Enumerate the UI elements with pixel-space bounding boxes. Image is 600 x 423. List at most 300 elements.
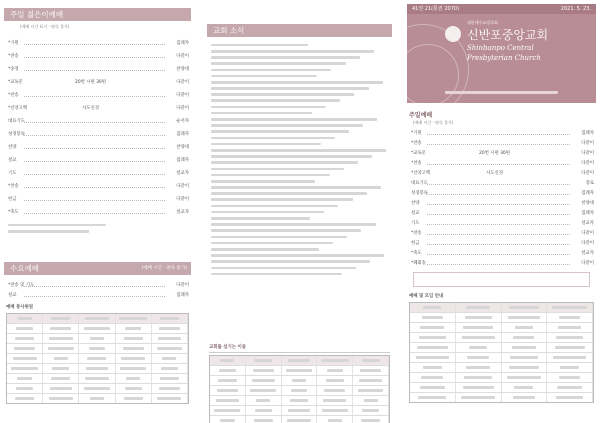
table-cell <box>152 374 188 383</box>
table-cell <box>456 343 502 352</box>
table-row <box>410 373 593 383</box>
order-row <box>411 160 594 167</box>
leader-dots <box>427 134 570 135</box>
church-name-english-2: Presbyterian Church <box>467 54 541 62</box>
table-cell <box>456 393 502 402</box>
table-cell <box>116 314 152 323</box>
table-cell <box>502 373 548 382</box>
table-row <box>210 366 389 376</box>
order-leader: 집례자 <box>176 41 189 46</box>
table-cell <box>79 344 115 353</box>
leader-dots <box>427 144 570 145</box>
order-row <box>8 144 189 151</box>
table-cell <box>502 323 548 332</box>
order-leader: 집례자 <box>176 158 189 163</box>
order-leader: 설교자 <box>176 210 189 215</box>
order-row <box>411 180 594 187</box>
table-cell <box>210 396 246 405</box>
order-leader: 다같이 <box>581 231 594 236</box>
order-row <box>8 40 189 47</box>
order-leader: 집례자 <box>176 293 189 298</box>
order-row <box>8 292 189 299</box>
table-cell <box>210 406 246 415</box>
leader-dots <box>24 96 165 97</box>
order-row <box>8 131 189 138</box>
table-cell <box>456 313 502 322</box>
table-cell <box>43 314 79 323</box>
table-cell <box>502 303 548 312</box>
table-row <box>410 343 593 353</box>
table-row <box>7 394 188 403</box>
order-leader: 장로 <box>585 181 594 186</box>
table-row <box>410 363 593 373</box>
table-row <box>7 354 188 364</box>
issue-date: 2021. 5. 23. <box>560 6 591 12</box>
order-label: 대표기도 <box>8 119 25 124</box>
table-row <box>410 323 593 333</box>
table-row <box>410 333 593 343</box>
leader-dots <box>427 224 570 225</box>
table-cell <box>7 344 43 353</box>
table-cell <box>210 376 246 385</box>
table-cell <box>502 313 548 322</box>
table-cell <box>547 333 593 342</box>
table-cell <box>79 364 115 373</box>
table-cell <box>410 343 456 352</box>
order-row <box>8 196 189 203</box>
order-label: *찬송 <box>8 184 19 189</box>
order-label: *축도 <box>8 210 19 215</box>
order-leader: 다같이 <box>581 241 594 246</box>
church-news-header <box>207 24 392 37</box>
table-cell <box>210 366 246 375</box>
sunday-worship-title: 주일예배 <box>409 112 433 119</box>
table-cell <box>79 384 115 393</box>
table-cell <box>282 416 318 423</box>
denomination-name: 대한예수교장로회 <box>467 20 498 25</box>
table-cell <box>7 334 43 343</box>
order-row <box>411 260 594 267</box>
wednesday-title: 수요예배 <box>10 264 39 273</box>
leader-dots <box>427 254 570 255</box>
order-row <box>8 183 189 190</box>
table-cell <box>152 344 188 353</box>
table-row <box>7 384 188 394</box>
order-label: 설교 <box>411 211 420 216</box>
table-row <box>210 376 389 386</box>
order-label: *신앙고백 <box>8 106 28 111</box>
leader-dots <box>427 194 570 195</box>
order-label: 헌금 <box>411 241 420 246</box>
table-cell <box>456 363 502 372</box>
table-cell <box>7 384 43 393</box>
table-cell <box>547 343 593 352</box>
order-label: 기도 <box>411 221 420 226</box>
order-row <box>8 66 189 73</box>
table-cell <box>116 364 152 373</box>
order-row <box>411 240 594 247</box>
order-leader: 찬양대 <box>581 201 594 206</box>
order-row <box>8 92 189 99</box>
table-cell <box>410 383 456 392</box>
cover-banner-top <box>407 4 596 14</box>
table-cell <box>456 303 502 312</box>
order-leader: 집례자 <box>581 191 594 196</box>
table-cell <box>410 353 456 362</box>
leader-dots <box>24 187 165 188</box>
table-cell <box>502 383 548 392</box>
leader-dots <box>427 184 570 185</box>
table-row <box>7 364 188 374</box>
footnote-line <box>8 228 187 234</box>
table-cell <box>152 324 188 333</box>
table-cell <box>152 314 188 323</box>
table-cell <box>410 313 456 322</box>
table-cell <box>353 366 389 375</box>
order-leader: 다같이 <box>176 184 189 189</box>
schedule-table <box>409 302 594 403</box>
table-cell <box>246 406 282 415</box>
table-cell <box>116 374 152 383</box>
order-leader: 설교자 <box>581 221 594 226</box>
table-row <box>410 313 593 323</box>
youth-worship-header <box>4 8 191 21</box>
youth-worship-footnote <box>8 222 187 234</box>
order-row <box>411 140 594 147</box>
table-cell <box>282 396 318 405</box>
table-row <box>7 324 188 334</box>
table-cell <box>246 376 282 385</box>
table-cell <box>116 324 152 333</box>
order-label: 헌금 <box>8 197 17 202</box>
order-label: *찬송 <box>411 141 422 146</box>
table-cell <box>547 393 593 402</box>
order-label: 성경봉독 <box>8 132 25 137</box>
order-leader: 다같이 <box>581 141 594 146</box>
table-cell <box>410 393 456 402</box>
table-row <box>210 356 389 366</box>
wednesday-header <box>4 262 191 275</box>
table-cell <box>410 303 456 312</box>
order-row <box>411 210 594 217</box>
leader-dots <box>24 174 165 175</box>
table-cell <box>79 334 115 343</box>
table-row <box>7 344 188 354</box>
order-row <box>411 250 594 257</box>
table-cell <box>317 406 353 415</box>
table-cell <box>79 324 115 333</box>
order-row <box>8 209 189 216</box>
table-row <box>410 303 593 313</box>
order-label: 찬양 <box>8 145 17 150</box>
order-detail: 20번 시편 30편 <box>479 151 510 156</box>
order-row <box>411 150 594 157</box>
order-detail: 사도신경 <box>486 171 503 176</box>
sunday-quote <box>413 272 590 287</box>
table-cell <box>317 356 353 365</box>
table-cell <box>210 386 246 395</box>
table-cell <box>210 356 246 365</box>
order-label: *폐회송 <box>411 261 426 266</box>
table-cell <box>116 394 152 403</box>
order-row <box>8 282 189 289</box>
leader-dots <box>24 70 165 71</box>
cover-banner <box>407 4 596 103</box>
order-leader: 집례자 <box>176 132 189 137</box>
table-cell <box>7 394 43 403</box>
table-cell <box>547 353 593 362</box>
leader-dots <box>24 135 165 136</box>
order-leader: 다같이 <box>176 93 189 98</box>
table-cell <box>353 386 389 395</box>
leader-dots <box>24 286 165 287</box>
table-cell <box>502 363 548 372</box>
table-cell <box>43 344 79 353</box>
divider <box>209 352 390 353</box>
table-cell <box>246 416 282 423</box>
table-cell <box>502 333 548 342</box>
table-cell <box>210 416 246 423</box>
wednesday-time: (예배 시간 · 판독 불가) <box>141 266 187 271</box>
table-cell <box>246 356 282 365</box>
order-label: *기원 <box>411 131 422 136</box>
table-cell <box>152 364 188 373</box>
order-row <box>8 157 189 164</box>
order-leader: 다같이 <box>176 54 189 59</box>
leader-dots <box>427 244 570 245</box>
table-cell <box>547 373 593 382</box>
youth-worship-title: 주일 젊은이예배 <box>10 10 64 19</box>
table-cell <box>353 396 389 405</box>
order-label: 기도 <box>8 171 17 176</box>
table-cell <box>43 324 79 333</box>
order-label: *기원 <box>8 41 19 46</box>
order-leader: 설교자 <box>581 251 594 256</box>
order-leader: 다같이 <box>176 106 189 111</box>
church-name-english-1: Shinbanpo Central <box>467 44 534 52</box>
table-cell <box>246 366 282 375</box>
year-theme <box>407 91 596 94</box>
table-cell <box>7 374 43 383</box>
leader-dots <box>24 57 165 58</box>
news-line <box>211 271 388 277</box>
church-logo-icon <box>445 26 461 42</box>
panel-youth-worship <box>0 0 195 423</box>
table-cell <box>152 334 188 343</box>
table-cell <box>43 364 79 373</box>
order-leader: 찬양대 <box>176 67 189 72</box>
schedule-title: 예배 및 모임 안내 <box>409 294 444 299</box>
order-detail: 사도신경 <box>82 106 99 111</box>
table-cell <box>7 354 43 363</box>
order-row <box>411 200 594 207</box>
table-cell <box>246 386 282 395</box>
order-label: 설교 <box>8 158 17 163</box>
table-cell <box>317 366 353 375</box>
table-cell <box>410 333 456 342</box>
order-label: *찬송 <box>411 161 422 166</box>
leader-dots <box>24 200 165 201</box>
order-leader: 다같이 <box>581 261 594 266</box>
order-row <box>411 220 594 227</box>
table-cell <box>317 396 353 405</box>
table-cell <box>317 376 353 385</box>
order-leader: 설교자 <box>176 171 189 176</box>
table-cell <box>410 373 456 382</box>
order-label: *찬송 및 기도 <box>8 283 35 288</box>
order-label: *신앙고백 <box>411 171 431 176</box>
table-row <box>410 393 593 402</box>
church-news-title: 교회 소식 <box>213 26 245 35</box>
leader-dots <box>427 164 570 165</box>
leader-dots <box>24 44 165 45</box>
panel-cover <box>403 0 600 423</box>
table-row <box>210 386 389 396</box>
order-label: *찬송 <box>8 54 19 59</box>
panel-church-news <box>203 0 396 423</box>
table-cell <box>7 364 43 373</box>
order-label: 대표기도 <box>411 181 428 186</box>
table-cell <box>282 376 318 385</box>
order-leader: 순서자 <box>176 119 189 124</box>
order-leader: 다같이 <box>176 80 189 85</box>
table-cell <box>353 416 389 423</box>
leader-dots <box>24 161 165 162</box>
table-cell <box>502 353 548 362</box>
table-cell <box>7 314 43 323</box>
table-row <box>410 383 593 393</box>
order-label: 성경봉독 <box>411 191 428 196</box>
order-label: *교독문 <box>411 151 426 156</box>
table-cell <box>456 353 502 362</box>
leader-dots <box>24 213 165 214</box>
table-row <box>410 353 593 363</box>
table-cell <box>456 383 502 392</box>
table-cell <box>547 383 593 392</box>
table-cell <box>353 356 389 365</box>
table-cell <box>547 363 593 372</box>
issue-number: 41권 21(통권 2070) <box>412 6 460 12</box>
table-cell <box>116 344 152 353</box>
table-cell <box>116 354 152 363</box>
table-cell <box>246 396 282 405</box>
ministers-title: 교회를 섬기는 이들 <box>209 345 246 350</box>
table-cell <box>502 343 548 352</box>
table-cell <box>152 394 188 403</box>
order-row <box>8 79 189 86</box>
table-cell <box>43 394 79 403</box>
order-row <box>8 53 189 60</box>
table-cell <box>79 394 115 403</box>
church-name: 신반포중앙교회 <box>467 28 549 42</box>
sunday-worship-note: (예배 시간 · 판독 불가) <box>413 120 454 125</box>
leader-dots <box>24 122 165 123</box>
table-cell <box>7 324 43 333</box>
order-label: *찬송 <box>411 231 422 236</box>
table-cell <box>43 354 79 363</box>
table-row <box>210 396 389 406</box>
table-cell <box>43 374 79 383</box>
order-leader: 찬양대 <box>176 145 189 150</box>
servants-title: 예배 봉사위원 <box>6 305 33 310</box>
table-cell <box>79 374 115 383</box>
table-cell <box>79 314 115 323</box>
order-leader: 집례자 <box>581 211 594 216</box>
table-cell <box>282 366 318 375</box>
table-cell <box>79 354 115 363</box>
order-label: 찬양 <box>411 201 420 206</box>
table-cell <box>43 334 79 343</box>
table-cell <box>353 406 389 415</box>
table-cell <box>152 354 188 363</box>
table-cell <box>456 333 502 342</box>
table-cell <box>410 323 456 332</box>
order-row <box>8 170 189 177</box>
table-cell <box>282 386 318 395</box>
table-cell <box>456 323 502 332</box>
table-cell <box>282 406 318 415</box>
table-row <box>210 406 389 416</box>
order-label: *송영 <box>8 67 19 72</box>
table-cell <box>116 334 152 343</box>
table-cell <box>317 386 353 395</box>
table-cell <box>547 313 593 322</box>
order-label: 설교 <box>8 293 17 298</box>
table-cell <box>116 384 152 393</box>
table-row <box>7 314 188 324</box>
servants-table <box>6 313 189 404</box>
order-leader: 다같이 <box>176 197 189 202</box>
order-leader: 집례자 <box>581 131 594 136</box>
table-row <box>7 334 188 344</box>
table-cell <box>547 303 593 312</box>
table-cell <box>282 356 318 365</box>
table-cell <box>43 384 79 393</box>
order-label: *축도 <box>411 251 422 256</box>
order-row <box>8 118 189 125</box>
table-cell <box>353 376 389 385</box>
youth-worship-note: (예배 시간 표기 · 판독 불가) <box>20 24 70 29</box>
leader-dots <box>427 204 570 205</box>
order-row <box>411 130 594 137</box>
order-row <box>411 190 594 197</box>
order-row <box>8 105 189 112</box>
leader-dots <box>427 234 570 235</box>
table-row <box>210 416 389 423</box>
leader-dots <box>427 214 570 215</box>
table-cell <box>502 393 548 402</box>
order-leader: 다같이 <box>581 161 594 166</box>
order-leader: 다같이 <box>176 283 189 288</box>
leader-dots <box>427 264 570 265</box>
order-label: *교독문 <box>8 80 23 85</box>
leader-dots <box>24 296 165 297</box>
order-leader: 다같이 <box>581 171 594 176</box>
table-cell <box>547 323 593 332</box>
ministers-table <box>209 355 390 423</box>
table-cell <box>152 384 188 393</box>
table-cell <box>317 416 353 423</box>
order-label: *찬송 <box>8 93 19 98</box>
church-news-body <box>211 42 388 277</box>
leader-dots <box>24 148 165 149</box>
order-leader: 다같이 <box>581 151 594 156</box>
table-cell <box>410 363 456 372</box>
order-row <box>411 230 594 237</box>
table-cell <box>456 373 502 382</box>
order-row <box>411 170 594 177</box>
order-detail: 20번 시편 30편 <box>75 80 106 85</box>
